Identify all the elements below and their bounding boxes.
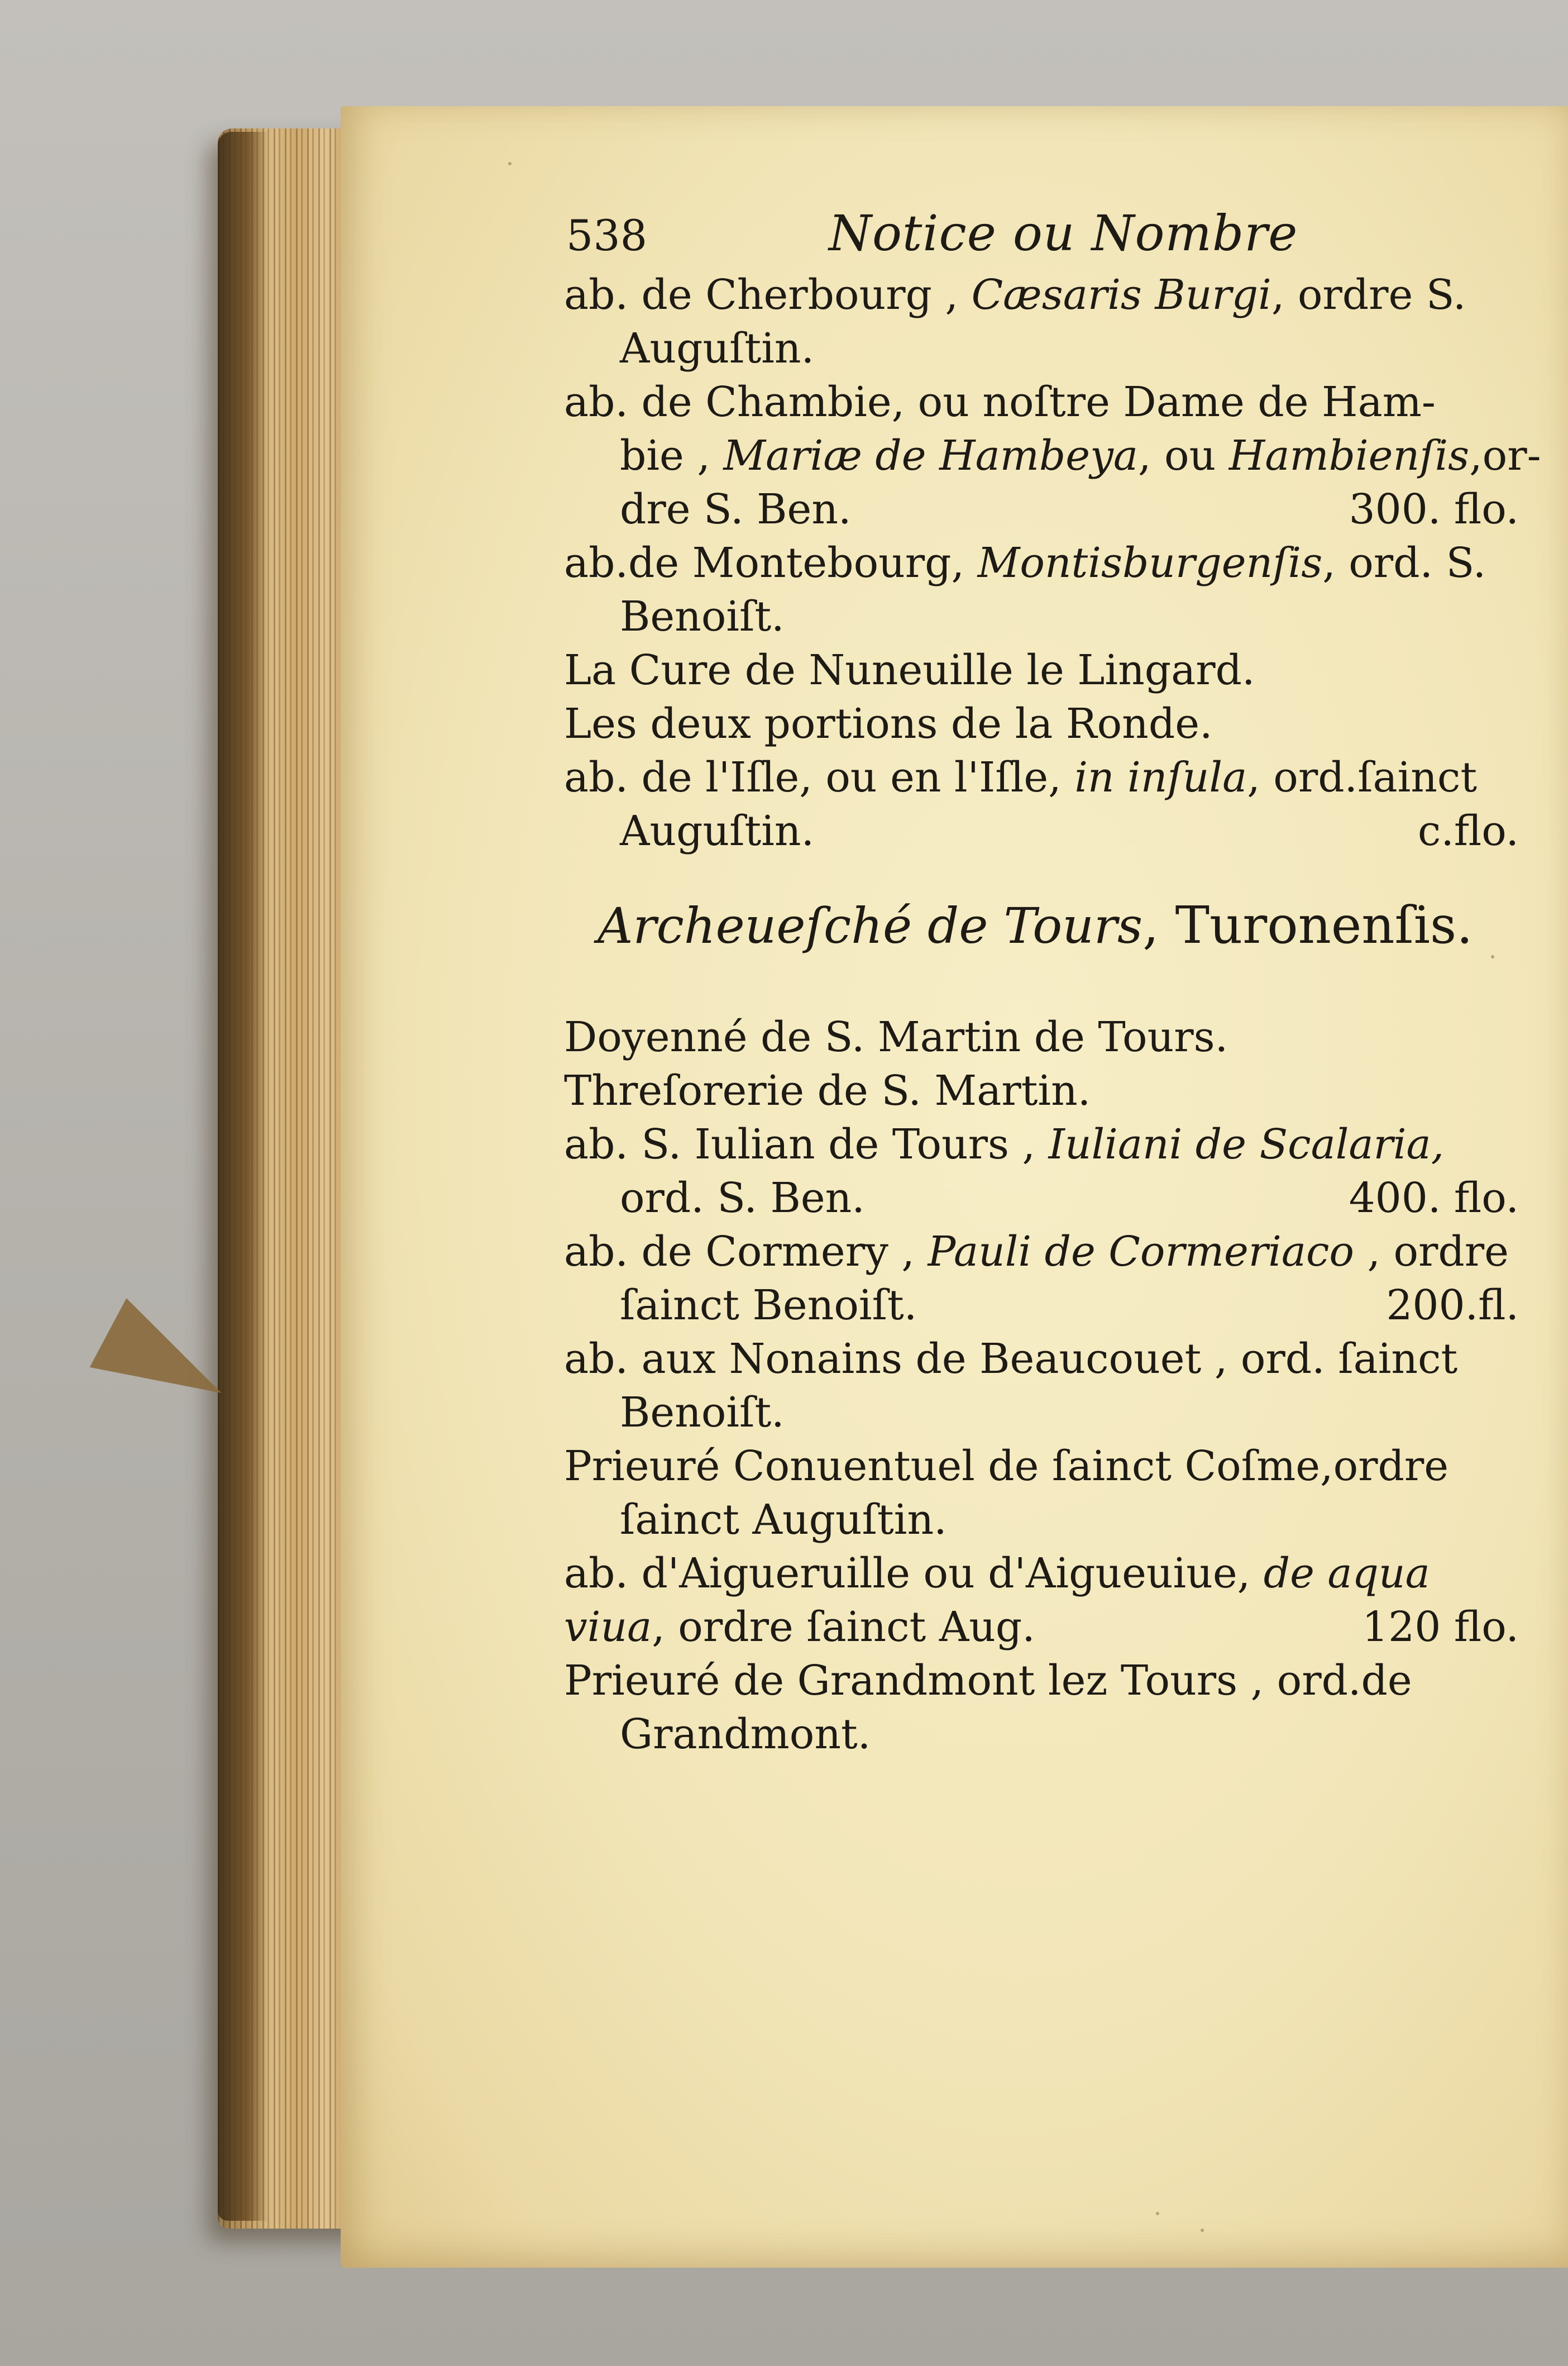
entry: [564, 1064, 1524, 1118]
entry: [564, 1439, 1524, 1547]
page-text: [564, 204, 1541, 1761]
latin-name: Mariæ de Hambeya: [723, 432, 1139, 480]
revenue-amount: 200.fl.: [1386, 1281, 1519, 1329]
entry-line: [564, 697, 1524, 751]
entry-line: [564, 804, 1524, 858]
text-run: ab. de l'Iſle, ou en l'Iſle,: [564, 753, 1075, 802]
entry-text: [620, 1707, 871, 1761]
entry: [564, 268, 1524, 375]
entry: [564, 643, 1524, 697]
text-run: ord. S. Ben.: [620, 1174, 865, 1222]
entry-text: [620, 1171, 865, 1225]
text-run: Auguſtin.: [620, 807, 815, 855]
text-run: , ordre S.: [1271, 271, 1466, 319]
entry-text: [564, 643, 1255, 697]
text-run: ab. d'Aigueruille ou d'Aigueuiue,: [564, 1549, 1264, 1597]
entry-text: [564, 1064, 1091, 1118]
text-run: Les deux portions de la Ronde.: [564, 700, 1213, 748]
entry-text: [564, 1600, 1035, 1654]
entry-list-tours: [564, 1010, 1524, 1761]
section-title-italic: Archeueſché de Tours: [597, 897, 1143, 955]
page-number: 538: [566, 211, 648, 260]
entry-line: [564, 1171, 1524, 1225]
entry-text: [564, 1547, 1430, 1600]
paper-speck: [1201, 2229, 1204, 2232]
entry-text: [564, 1654, 1412, 1707]
entry-text: [620, 1493, 947, 1547]
text-run: bie ,: [620, 432, 724, 480]
entry-line: [564, 1064, 1524, 1118]
entry-line: [564, 375, 1524, 429]
text-run: Prieuré Conuentuel de ſainct Coſme,ordre: [564, 1442, 1449, 1490]
text-run: Grandmont.: [620, 1710, 871, 1758]
entry-line: [564, 322, 1524, 375]
latin-name: viua: [564, 1603, 652, 1651]
entry-line: [564, 536, 1524, 590]
text-run: ſainct Auguſtin.: [620, 1496, 947, 1544]
text-run: Benoiſt.: [620, 1389, 785, 1437]
entry-line: [564, 643, 1524, 697]
entry-text: [564, 375, 1436, 429]
entry: [564, 1118, 1524, 1225]
revenue-amount: 120 flo.: [1362, 1603, 1519, 1651]
latin-name: Hambienſis: [1228, 432, 1470, 480]
latin-name: Pauli de Cormeriaco: [928, 1228, 1354, 1276]
revenue-amount: 400. flo.: [1349, 1174, 1519, 1222]
entry: [564, 697, 1524, 751]
page-header: [564, 204, 1524, 268]
entry: [564, 751, 1524, 858]
text-run: , ord.ſainct: [1247, 753, 1478, 802]
entry-line: [564, 1547, 1524, 1600]
text-run: ab.de Montebourg,: [564, 539, 978, 587]
text-run: La Cure de Nuneuille le Lingard.: [564, 646, 1255, 694]
entry-line: [564, 1118, 1524, 1171]
entry-line: [564, 1439, 1524, 1493]
entry-line: [564, 751, 1524, 804]
revenue-amount: 300. flo.: [1349, 485, 1519, 533]
entry-text: [620, 322, 814, 375]
text-run: Auguſtin.: [620, 325, 815, 373]
text-run: dre S. Ben.: [620, 485, 852, 533]
entry-line: [564, 429, 1541, 483]
entry-text: [620, 429, 1541, 483]
text-run: ab. de Cormery ,: [564, 1228, 928, 1276]
text-run: Doyenné de S. Martin de Tours.: [564, 1013, 1228, 1061]
text-run: , ou: [1138, 432, 1229, 480]
entry-line: [564, 1010, 1524, 1064]
entry-line: [564, 1225, 1524, 1279]
entry: [564, 375, 1541, 536]
entry-line: [564, 1654, 1524, 1707]
entry-text: [564, 536, 1486, 590]
entry-line: [564, 1332, 1524, 1386]
entry: [564, 1010, 1524, 1064]
entry-text: [620, 804, 814, 858]
text-run: ab. S. Iulian de Tours ,: [564, 1120, 1049, 1168]
entry: [564, 1547, 1524, 1654]
entry-line: [564, 1386, 1524, 1439]
entry-text: [564, 268, 1466, 322]
entry: [564, 536, 1524, 643]
latin-name: in inſula: [1074, 753, 1247, 802]
revenue-amount: c.flo.: [1417, 807, 1519, 855]
entry-text: [564, 1225, 1509, 1279]
paper-speck: [1156, 2212, 1159, 2215]
entry-line: [564, 1600, 1524, 1654]
text-run: , ordre ſainct Aug.: [652, 1603, 1035, 1651]
entry-text: [620, 590, 785, 643]
section-title: [564, 895, 1524, 957]
text-run: Prieuré de Grandmont lez Tours , ord.de: [564, 1657, 1412, 1705]
binding-edge: [218, 132, 268, 2221]
text-run: , ord. S.: [1322, 539, 1486, 587]
entry-line: [564, 1279, 1524, 1332]
entry-text: [564, 751, 1477, 804]
entry-text: [620, 483, 852, 536]
latin-name: Iuliani de Scalaria,: [1048, 1120, 1445, 1168]
entry-line: [564, 1493, 1524, 1547]
entry-text: [564, 1010, 1228, 1064]
entry: [564, 1654, 1524, 1761]
entry-text: [620, 1386, 785, 1439]
latin-name: Cæsaris Burgi: [971, 271, 1271, 319]
entry-text: [564, 1118, 1444, 1171]
latin-name: de aqua: [1263, 1549, 1430, 1597]
entry-text: [564, 697, 1213, 751]
paper-speck: [508, 162, 511, 165]
entry: [564, 1332, 1524, 1439]
section-title-roman: , Turonenſis.: [1142, 895, 1473, 955]
running-head: Notice ou Nombre: [829, 204, 1298, 262]
latin-name: Montisburgenſis: [977, 539, 1323, 587]
text-run: Benoiſt.: [620, 593, 785, 641]
text-run: ſainct Benoiſt.: [620, 1281, 917, 1329]
entry-line: [564, 268, 1524, 322]
entry-text: [564, 1439, 1449, 1493]
text-run: ab. de Chambie, ou noſtre Dame de Ham-: [564, 378, 1436, 426]
entry-line: [564, 483, 1524, 536]
entry-text: [564, 1332, 1457, 1386]
text-run: ab. aux Nonains de Beaucouet , ord. ſainct: [564, 1335, 1458, 1383]
text-run: Threſorerie de S. Martin.: [564, 1067, 1091, 1115]
text-run: ,or-: [1469, 432, 1541, 480]
entry: [564, 1225, 1524, 1332]
entry-text: [620, 1279, 917, 1332]
entry-list-normandie: [564, 268, 1541, 858]
entry-line: [564, 590, 1524, 643]
entry-line: [564, 1707, 1524, 1761]
text-run: , ordre: [1354, 1228, 1509, 1276]
text-run: ab. de Cherbourg ,: [564, 271, 972, 319]
